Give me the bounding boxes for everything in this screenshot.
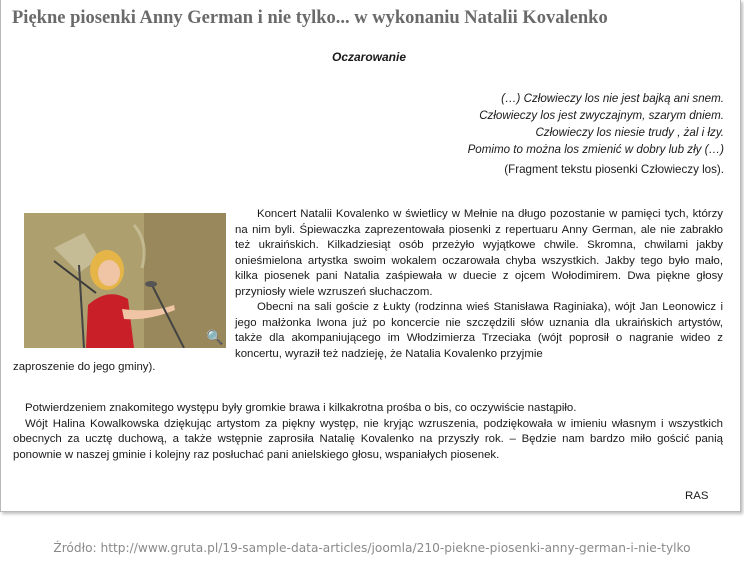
article-body-right <box>235 207 723 362</box>
singer-photo[interactable] <box>24 213 226 348</box>
poem-line: (…) Człowieczy los nie jest bajką ani snem. <box>501 92 724 105</box>
article-title[interactable]: Piękne piosenki Anny German i nie tylko... w wykonaniu Natalii Kovalenko <box>12 8 608 28</box>
paragraph-continuation: zaproszenie do jego gminy). <box>13 361 156 373</box>
article-body-full <box>13 401 723 463</box>
magnifier-icon[interactable]: 🔍 <box>206 329 224 345</box>
poem-line: Pomimo to można los zmienić w dobry lub zły (…) <box>467 143 724 156</box>
paragraph: Potwierdzeniem znakomitego występu były gromkie brawa i kilkakrotna prośba o bis, co oczywiście nastąpiło. <box>25 402 577 414</box>
paragraph: Wójt Halina Kowalkowska dziękując artystom za piękny występ, nie kryjąc wzruszenia, podziękowała w imieniu własnym i wszystkich obecnych za ucztę duchową, a także wstępnie zaprosiła Natalię Kovalenko na przyszły rok. – Będzie nam bardzo miło gościć panią ponownie w naszej gminie i kolejny raz posłuchać pani anielskiego głosu, wspaniałych piosenek. <box>13 417 723 461</box>
source-caption: Źródło: http://www.gruta.pl/19-sample-data-articles/joomla/210-piekne-piosenki-anny-german-i-nie-tylko <box>53 541 691 555</box>
article-subtitle: Oczarowanie <box>331 50 407 64</box>
paragraph: Koncert Natalii Kovalenko w świetlicy w Mełnie na długo pozostanie w pamięci tych, którzy na nim byli. Śpiewaczka zaprezentowała piosenki z repertuaru Anny German, ale nie zabrakło też ukraińskich. Kilkadziesiąt osób przeżyło wyjątkowe chwile. Skromna, chwilami jakby onieśmielona artystka swoim wokalem oczarowała chyba wszystkich. Jakby tego było mało, kilka piosenek pani Natalia zaśpiewała w duecie z ojcem Wołodimirem. Dwa piękne głosy przyniosły wiele wzruszeń słuchaczom. <box>235 208 723 298</box>
poem-line: Człowieczy los niesie trudy , żal i łzy. <box>535 126 724 139</box>
paragraph: Obecni na sali goście z Łukty (rodzinna wieś Stanisława Raginiaka), wójt Jan Leonowicz i jego małżonka Iwona już po koncercie nie szczędzili słów uznania dla ukraińskich artystów, także dla akompaniującego im Włodzimierza Trzeciaka (wójt poprosił o nagranie wideo z koncertu, wyraził też nadzieję, że Natalia Kovalenko przyjmie <box>235 301 723 360</box>
author-signature: RAS <box>685 490 709 502</box>
poem-quote <box>468 90 724 158</box>
singer-photo-illustration <box>24 213 226 348</box>
poem-line: Człowieczy los jest zwyczajnym, szarym dniem. <box>479 109 724 122</box>
fragment-note: (Fragment tekstu piosenki Człowieczy los). <box>504 163 724 176</box>
